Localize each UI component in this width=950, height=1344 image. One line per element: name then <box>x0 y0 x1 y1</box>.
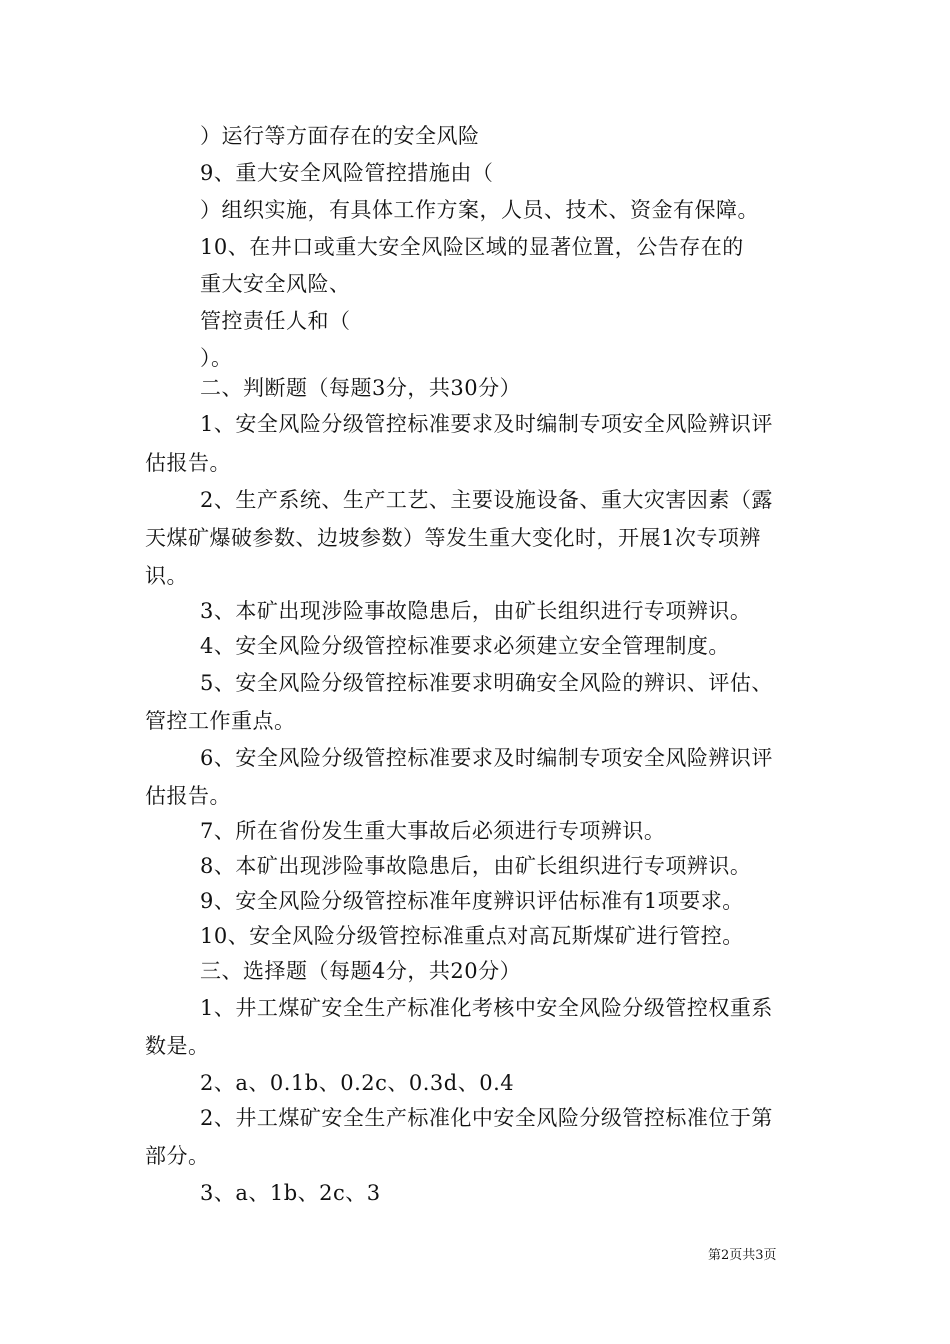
text-line: 2、a、0.1b、0.2c、0.3d、0.4 <box>200 1071 515 1095</box>
text-line: 估报告。 <box>145 451 231 475</box>
text-line: 5、安全风险分级管控标准要求明确安全风险的辨识、评估、 <box>200 671 773 695</box>
text-line: 10、在井口或重大安全风险区域的显著位置，公告存在的 <box>200 235 744 259</box>
text-line: 识。 <box>145 564 188 588</box>
text-line: 2、生产系统、生产工艺、主要设施设备、重大灾害因素（露 <box>200 488 773 512</box>
text-line: 重大安全风险、 <box>200 272 351 296</box>
text-line: 9、重大安全风险管控措施由（ <box>200 161 494 185</box>
text-line: ）组织实施，有具体工作方案，人员、技术、资金有保障。 <box>200 198 759 222</box>
text-line: 3、a、1b、2c、3 <box>200 1181 381 1205</box>
text-line: 10、安全风险分级管控标准重点对高瓦斯煤矿进行管控。 <box>200 924 744 948</box>
text-line: 7、所在省份发生重大事故后必须进行专项辨识。 <box>200 819 666 843</box>
text-line: 6、安全风险分级管控标准要求及时编制专项安全风险辨识评 <box>200 746 773 770</box>
text-line: 9、安全风险分级管控标准年度辨识评估标准有1项要求。 <box>200 889 744 913</box>
text-line: ）。 <box>200 346 233 370</box>
text-line: 2、井工煤矿安全生产标准化中安全风险分级管控标准位于第 <box>200 1106 773 1130</box>
text-line: 4、安全风险分级管控标准要求必须建立安全管理制度。 <box>200 634 730 658</box>
text-line: 部分。 <box>145 1144 210 1168</box>
text-line: 数是。 <box>145 1034 210 1058</box>
text-line: 1、井工煤矿安全生产标准化考核中安全风险分级管控权重系 <box>200 996 773 1020</box>
text-line: 估报告。 <box>145 784 231 808</box>
page-number-footer: 第2页共3页 <box>708 1248 777 1263</box>
section-heading: 二、判断题（每题3分，共30分） <box>200 376 522 400</box>
text-line: ）运行等方面存在的安全风险 <box>200 124 480 148</box>
text-line: 8、本矿出现涉险事故隐患后，由矿长组织进行专项辨识。 <box>200 854 752 878</box>
text-line: 1、安全风险分级管控标准要求及时编制专项安全风险辨识评 <box>200 412 773 436</box>
section-heading: 三、选择题（每题4分，共20分） <box>200 959 522 983</box>
text-line: 3、本矿出现涉险事故隐患后，由矿长组织进行专项辨识。 <box>200 599 752 623</box>
text-line: 管控工作重点。 <box>145 709 296 733</box>
text-line: 管控责任人和（ <box>200 309 351 333</box>
text-line: 天煤矿爆破参数、边坡参数）等发生重大变化时，开展1次专项辨 <box>145 526 761 550</box>
